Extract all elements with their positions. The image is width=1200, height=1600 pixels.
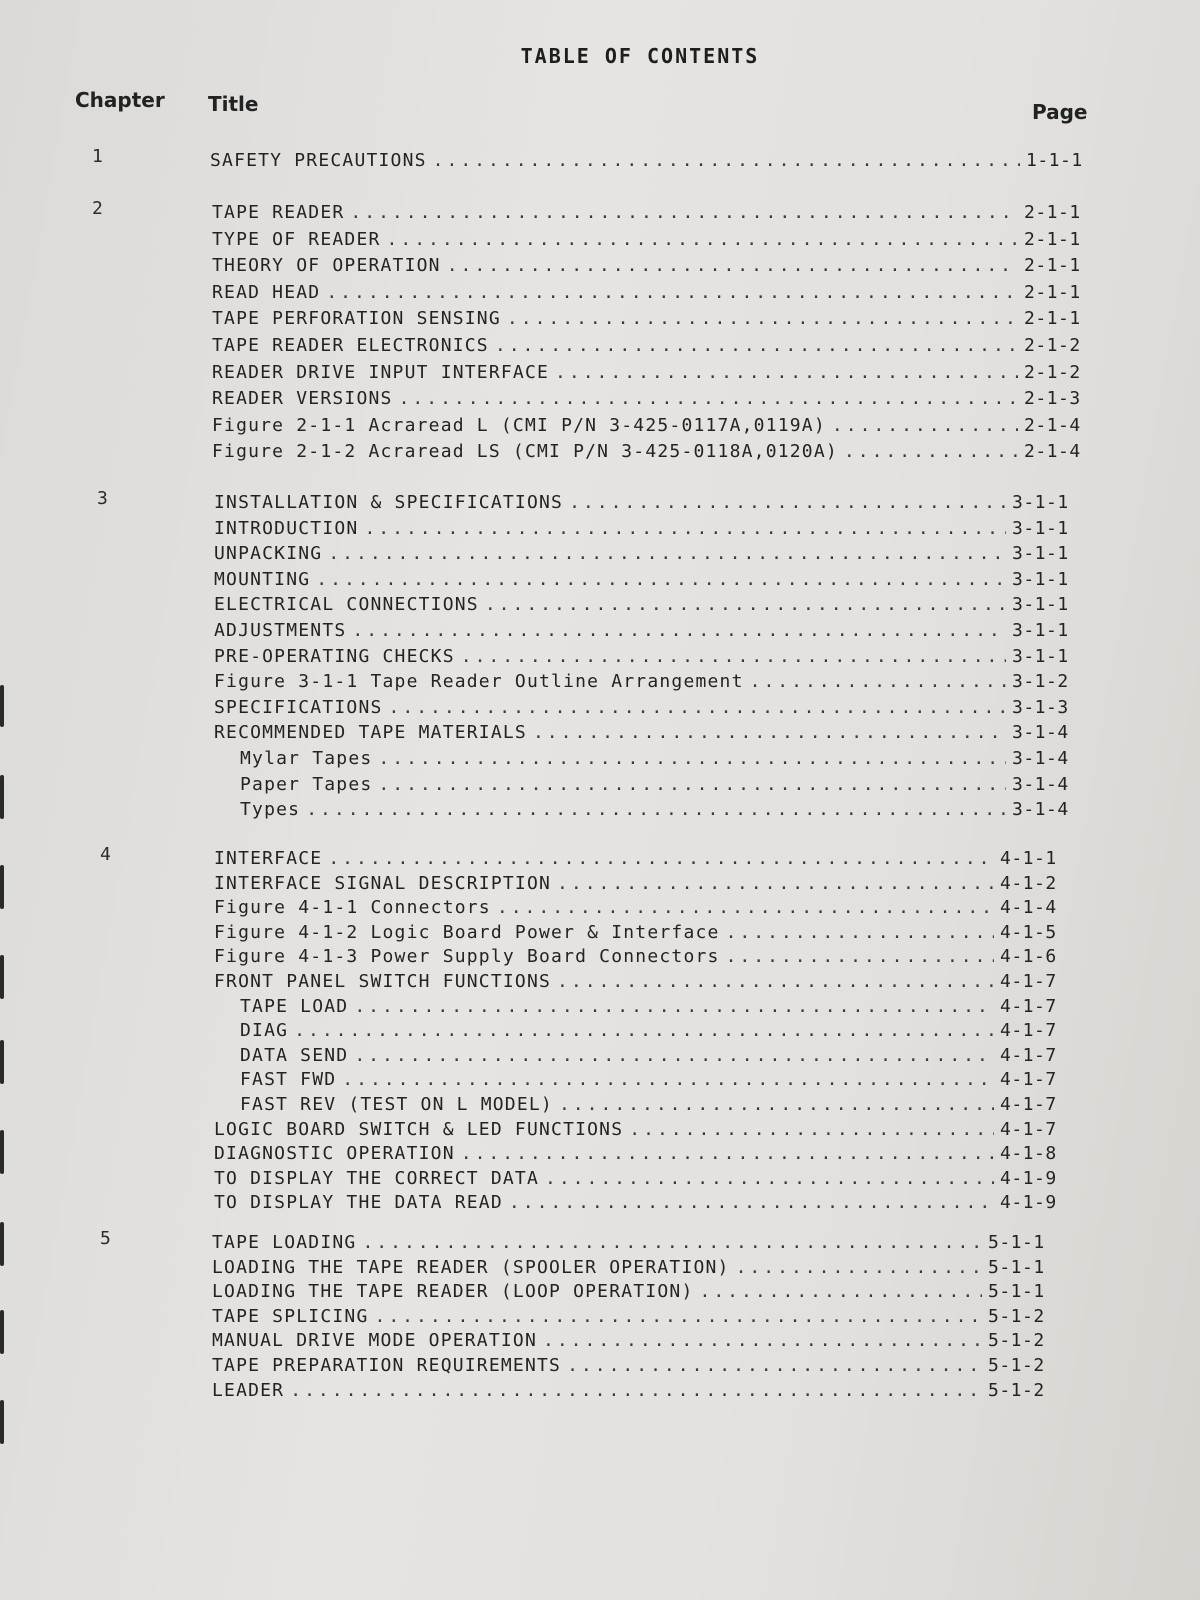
- entry-page-number: 1-1-1: [1026, 150, 1083, 171]
- dot-leader: [844, 441, 1018, 462]
- toc-entry: [214, 518, 1094, 539]
- dot-leader: [461, 646, 1006, 667]
- toc-entry: [214, 946, 1082, 967]
- dot-leader: [699, 1281, 982, 1302]
- toc-entry: [214, 543, 1094, 564]
- toc-entry: [212, 282, 1106, 303]
- toc-entry: [212, 415, 1106, 436]
- entry-title: TAPE PERFORATION SENSING: [212, 308, 501, 330]
- entry-title: TAPE LOAD: [240, 995, 349, 1017]
- entry-title: THEORY OF OPERATION: [212, 255, 441, 277]
- dot-leader: [306, 799, 1006, 820]
- dot-leader: [461, 1143, 994, 1164]
- toc-subentry: [240, 1020, 1082, 1041]
- toc-entry: [214, 594, 1094, 615]
- dot-leader: [569, 492, 1006, 513]
- dot-leader: [507, 308, 1018, 329]
- dot-leader: [378, 774, 1006, 795]
- toc-entry: [212, 1232, 1070, 1253]
- dot-leader: [485, 594, 1006, 615]
- entry-page-number: 3-1-1: [1012, 517, 1069, 539]
- entry-page-number: 3-1-4: [1012, 799, 1069, 821]
- dot-leader: [387, 229, 1018, 250]
- entry-page-number: 4-1-8: [1000, 1143, 1057, 1165]
- entry-title: DIAG: [240, 1020, 289, 1042]
- entry-title: Mylar Tapes: [240, 748, 373, 769]
- entry-page-number: 4-1-7: [1000, 971, 1057, 992]
- chapter-number: 3: [97, 488, 108, 509]
- entry-page-number: 3-1-4: [1012, 773, 1069, 795]
- toc-subentry: [240, 1094, 1082, 1115]
- entry-page-number: 4-1-7: [1000, 1020, 1057, 1042]
- dot-leader: [533, 722, 1006, 743]
- toc-entry: [214, 971, 1082, 992]
- entry-title: TAPE READER ELECTRONICS: [212, 335, 489, 356]
- entry-page-number: 2-1-1: [1024, 308, 1081, 330]
- toc-entry: [214, 848, 1082, 869]
- entry-page-number: 5-1-2: [988, 1330, 1045, 1352]
- toc-entry: [214, 1119, 1082, 1140]
- entry-page-number: 4-1-9: [1000, 1167, 1057, 1189]
- toc-entry: [214, 1168, 1082, 1189]
- dot-leader: [342, 1069, 994, 1090]
- entry-page-number: 2-1-1: [1024, 255, 1081, 277]
- entry-page-number: 2-1-2: [1024, 361, 1081, 383]
- toc-entry: [214, 873, 1082, 894]
- dot-leader: [559, 1094, 994, 1115]
- entry-title: FAST FWD: [240, 1069, 337, 1091]
- entry-title: RECOMMENDED TAPE MATERIALS: [214, 722, 527, 744]
- entry-page-number: 5-1-1: [988, 1256, 1045, 1278]
- dot-leader: [354, 996, 994, 1017]
- toc-subentry: [240, 996, 1082, 1017]
- dot-leader: [326, 282, 1018, 303]
- entry-title: TYPE OF READER: [212, 228, 381, 250]
- entry-title: TO DISPLAY THE CORRECT DATA: [214, 1167, 539, 1189]
- dot-leader: [378, 748, 1006, 769]
- dot-leader: [832, 415, 1018, 436]
- entry-page-number: 4-1-7: [1000, 1094, 1057, 1115]
- dot-leader: [557, 971, 994, 992]
- dot-leader: [374, 1306, 982, 1327]
- entry-title: TO DISPLAY THE DATA READ: [214, 1192, 503, 1214]
- entry-page-number: 2-1-1: [1024, 202, 1081, 223]
- dot-leader: [509, 1192, 994, 1213]
- entry-page-number: 3-1-4: [1012, 722, 1069, 744]
- toc-subentry: [240, 1069, 1082, 1090]
- entry-page-number: 3-1-1: [1012, 645, 1069, 667]
- entry-page-number: 4-1-7: [1000, 1118, 1057, 1140]
- dot-leader: [726, 946, 994, 967]
- column-header-chapter: Chapter: [75, 88, 165, 112]
- entry-page-number: 5-1-2: [988, 1305, 1045, 1327]
- dot-leader: [545, 1168, 994, 1189]
- entry-title: Figure 4-1-3 Power Supply Board Connectors: [214, 946, 720, 968]
- entry-title: FAST REV (TEST ON L MODEL): [240, 1094, 553, 1115]
- entry-title: Paper Tapes: [240, 773, 373, 795]
- entry-title: TAPE LOADING: [212, 1232, 357, 1253]
- entry-title: Figure 3-1-1 Tape Reader Outline Arrangement: [214, 671, 744, 693]
- dot-leader: [362, 1232, 982, 1253]
- entry-title: UNPACKING: [214, 543, 323, 565]
- entry-title: Figure 2-1-2 Acraread LS (CMI P/N 3-425-0118A,0120A): [212, 441, 838, 463]
- toc-entry: [212, 441, 1106, 462]
- toc-entry: [212, 308, 1106, 329]
- dot-leader: [726, 922, 994, 943]
- entry-page-number: 2-1-1: [1024, 281, 1081, 303]
- entry-title: ELECTRICAL CONNECTIONS: [214, 594, 479, 616]
- entry-title: LEADER: [212, 1379, 285, 1401]
- toc-entry: [214, 620, 1094, 641]
- dot-leader: [364, 518, 1006, 539]
- dot-leader: [567, 1355, 982, 1376]
- dot-leader: [328, 848, 994, 869]
- dot-leader: [447, 255, 1018, 276]
- chapter-number: 4: [100, 844, 111, 865]
- toc-entry: [212, 1306, 1070, 1327]
- toc-subentry: [240, 1045, 1082, 1066]
- dot-leader: [290, 1380, 982, 1401]
- entry-title: INSTALLATION & SPECIFICATIONS: [214, 492, 564, 513]
- chapter-number: 1: [92, 146, 103, 167]
- dot-leader: [354, 1045, 994, 1066]
- entry-page-number: 3-1-3: [1012, 696, 1069, 718]
- toc-subentry: [240, 748, 1094, 769]
- dot-leader: [750, 671, 1006, 692]
- dot-leader: [294, 1020, 994, 1041]
- entry-page-number: 4-1-6: [1000, 946, 1057, 968]
- entry-page-number: 4-1-5: [1000, 921, 1057, 943]
- dot-leader: [497, 897, 994, 918]
- dot-leader: [399, 388, 1018, 409]
- entry-page-number: 5-1-2: [988, 1379, 1045, 1401]
- entry-title: Figure 4-1-2 Logic Board Power & Interface: [214, 921, 720, 943]
- toc-entry: [214, 569, 1094, 590]
- entry-page-number: 3-1-1: [1012, 594, 1069, 616]
- column-header-title: Title: [208, 92, 259, 116]
- dot-leader: [555, 362, 1018, 383]
- dot-leader: [316, 569, 1006, 590]
- entry-page-number: 4-1-7: [1000, 1069, 1057, 1091]
- entry-title: READER VERSIONS: [212, 388, 393, 410]
- entry-title: INTERFACE SIGNAL DESCRIPTION: [214, 872, 552, 894]
- dot-leader: [736, 1257, 982, 1278]
- toc-entry: [212, 1380, 1070, 1401]
- entry-title: INTERFACE: [214, 848, 323, 869]
- page-title: TABLE OF CONTENTS: [520, 44, 760, 68]
- toc-entry: [214, 722, 1094, 743]
- dot-leader: [328, 543, 1006, 564]
- entry-page-number: 2-1-1: [1024, 228, 1081, 250]
- entry-title: ADJUSTMENTS: [214, 620, 347, 641]
- entry-title: FRONT PANEL SWITCH FUNCTIONS: [214, 971, 552, 992]
- entry-title: DATA SEND: [240, 1044, 349, 1066]
- entry-page-number: 4-1-1: [1000, 848, 1057, 869]
- entry-page-number: 2-1-4: [1024, 441, 1081, 463]
- entry-page-number: 5-1-1: [988, 1281, 1045, 1303]
- entry-title: Figure 4-1-1 Connectors: [214, 897, 491, 919]
- entry-title: TAPE SPLICING: [212, 1305, 369, 1327]
- dot-leader: [543, 1330, 982, 1351]
- toc-entry: [212, 1281, 1070, 1302]
- entry-page-number: 4-1-9: [1000, 1192, 1057, 1214]
- entry-title: MOUNTING: [214, 568, 311, 590]
- toc-entry: [214, 671, 1094, 692]
- entry-title: DIAGNOSTIC OPERATION: [214, 1143, 455, 1165]
- toc-entry: [212, 229, 1106, 250]
- entry-page-number: 3-1-1: [1012, 492, 1069, 513]
- dot-leader: [629, 1119, 994, 1140]
- entry-title: PRE-OPERATING CHECKS: [214, 645, 455, 667]
- toc-entry: [214, 922, 1082, 943]
- toc-entry: [214, 646, 1094, 667]
- entry-title: LOADING THE TAPE READER (LOOP OPERATION): [212, 1281, 694, 1303]
- entry-title: Figure 2-1-1 Acraread L (CMI P/N 3-425-0117A,0119A): [212, 414, 826, 436]
- entry-page-number: 3-1-1: [1012, 543, 1069, 565]
- toc-entry: [212, 362, 1106, 383]
- entry-page-number: 2-1-2: [1024, 335, 1081, 356]
- entry-page-number: 5-1-1: [988, 1232, 1045, 1253]
- entry-page-number: 4-1-2: [1000, 872, 1057, 894]
- toc-entry: [212, 255, 1106, 276]
- entry-title: LOGIC BOARD SWITCH & LED FUNCTIONS: [214, 1118, 624, 1140]
- entry-title: LOADING THE TAPE READER (SPOOLER OPERATION): [212, 1256, 730, 1278]
- entry-title: READ HEAD: [212, 281, 321, 303]
- toc-subentry: [240, 774, 1094, 795]
- chapter-number: 2: [92, 198, 103, 219]
- dot-leader: [433, 150, 1020, 171]
- chapter-number: 5: [100, 1228, 111, 1249]
- entry-title: SPECIFICATIONS: [214, 696, 383, 718]
- entry-page-number: 4-1-4: [1000, 897, 1057, 919]
- dot-leader: [350, 202, 1018, 223]
- column-header-page: Page: [1032, 100, 1088, 124]
- entry-title: SAFETY PRECAUTIONS: [210, 150, 427, 171]
- dot-leader: [557, 873, 994, 894]
- dot-leader: [352, 620, 1006, 641]
- toc-entry: [214, 1143, 1082, 1164]
- entry-title: INTRODUCTION: [214, 517, 359, 539]
- dot-leader: [389, 697, 1006, 718]
- toc-entry: [212, 1330, 1070, 1351]
- entry-page-number: 3-1-4: [1012, 748, 1069, 769]
- entry-page-number: 3-1-1: [1012, 568, 1069, 590]
- toc-entry: [212, 202, 1106, 223]
- entry-page-number: 5-1-2: [988, 1355, 1045, 1376]
- dot-leader: [495, 335, 1018, 356]
- toc-entry: [212, 335, 1106, 356]
- entry-title: TAPE PREPARATION REQUIREMENTS: [212, 1355, 562, 1376]
- toc-entry: [214, 1192, 1082, 1213]
- entry-page-number: 2-1-3: [1024, 388, 1081, 410]
- toc-entry: [214, 897, 1082, 918]
- entry-page-number: 3-1-2: [1012, 671, 1069, 693]
- entry-title: READER DRIVE INPUT INTERFACE: [212, 361, 550, 383]
- entry-title: TAPE READER: [212, 202, 345, 223]
- toc-entry: [214, 697, 1094, 718]
- entry-title: Types: [240, 799, 301, 821]
- entry-page-number: 3-1-1: [1012, 620, 1069, 641]
- entry-title: MANUAL DRIVE MODE OPERATION: [212, 1330, 537, 1352]
- toc-entry: [212, 1257, 1070, 1278]
- toc-entry: [214, 492, 1094, 513]
- entry-page-number: 4-1-7: [1000, 1044, 1057, 1066]
- entry-page-number: 2-1-4: [1024, 414, 1081, 436]
- toc-entry: [210, 150, 1108, 171]
- toc-entry: [212, 388, 1106, 409]
- toc-entry: [212, 1355, 1070, 1376]
- entry-page-number: 4-1-7: [1000, 995, 1057, 1017]
- toc-subentry: [240, 799, 1094, 820]
